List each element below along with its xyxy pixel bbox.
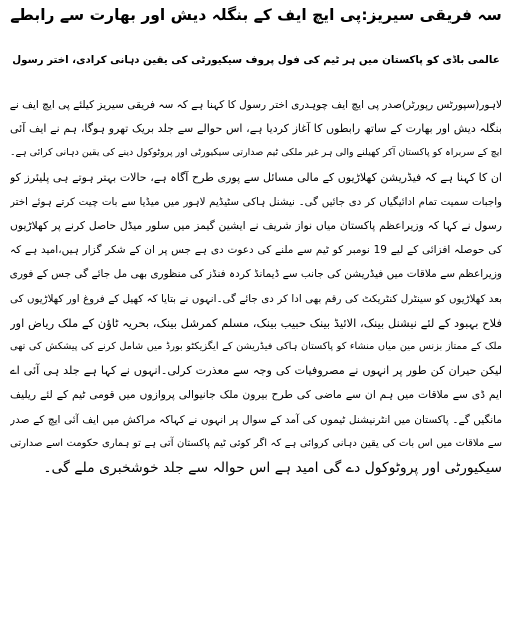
article-body-line: ملک کے ممتاز بزنس مین میاں منشاء کو پاکستان ہاکی فیڈریشن کے ایگزیکٹو بورڈ میں شامل کرنے کی پیشکش کی تھی	[10, 341, 502, 353]
article-body-line: واجبات سمیت تمام ادائیگیاں کر دی جائیں گی۔ نیشنل ہاکی سٹیڈیم لاہور میں میڈیا سے بات چیت کرتے ہوئے اختر	[10, 195, 502, 208]
article-body-line: سیکیورٹی اور پروٹوکول دے گی امید ہے اس حوالہ سے جلد خوشخبری ملے گی۔	[43, 460, 502, 477]
article-body-line: بعد کھلاڑیوں کو سینٹرل کنٹریکٹ کی رقم بھی ادا کر دی جائے گی۔انہوں نے بتایا کہ کھیل کے فروغ اور کھلاڑیوں کی	[10, 292, 502, 305]
article-body-line: مانگیں گے۔ پاکستان میں انٹرنیشنل ٹیموں کی آمد کے سوال پر انہوں نے کہاکہ مراکش میں ایف آئی ایچ کے صدر	[10, 413, 502, 426]
article-body-line: سے ملاقات میں اس بات کی یقین دہانی کروائی ہے کہ اگر کوئی ٹیم پاکستان آتی ہے تو ہماری حکومت اسے صدارتی	[10, 437, 502, 449]
article-body-line: ایچ کے سربراہ کو پاکستان آکر کھیلنے والی ہر غیر ملکی ٹیم صدارتی سیکیورٹی اور پروٹوکول دینے کی یقین دہانی کرائی ہے۔	[10, 147, 502, 159]
article-body	[10, 93, 502, 480]
article-body-line: ایم ڈی سے ملاقات میں ہم ان سے ماضی کی طرح بیرون ملک جانیوالی پروازوں میں قومی ٹیم کے لئے ریلیف	[10, 388, 502, 402]
article-body-line: لاہور(سپورٹس رپورٹر)صدر پی ایچ ایف چوہدری اختر رسول کا کہنا ہے کہ سہ فریقی سیریز کیلئے پی ایچ ایف نے	[10, 99, 502, 111]
article-body-line: ان کا کہنا ہے کہ فیڈریشن کھلاڑیوں کے مالی مسائل سے پوری طرح آگاہ ہے، حالات بہتر ہوتے ہی پلیئرز کو	[10, 170, 502, 184]
article-body-line: وزیراعظم سے ملاقات میں فیڈریشن کی جانب سے ڈیمانڈ کردہ فنڈز کی منظوری بھی مل جائے گی جس کے فوری	[10, 268, 502, 281]
article-subheadline: عالمی باڈی کو پاکستان میں ہر ٹیم کی فول پروف سیکیورٹی کی یقین دہانی کرادی، اختر رسول	[12, 54, 500, 66]
article-body-line: کی حوصلہ افزائی کے لیے 19 نومبر کو ٹیم سے ملنے کی دعوت دی ہے جس پر ان کے شکر گزار ہیں،امید ہے کہ	[10, 244, 502, 257]
article-body-line: فلاح بہبود کے لئے نیشنل بینک، الائیڈ بینک حبیب بینک، مسلم کمرشل بینک، بحریہ ٹاؤن کے ملک ریاض اور	[10, 315, 502, 330]
article-body-line: رسول نے کہا کہ وزیراعظم پاکستان میاں نواز شریف نے ایشین گیمز میں سلور میڈل حاصل کرنے پر کھلاڑیوں	[10, 219, 502, 233]
article-body-line: لیکن حیران کن طور پر انہوں نے مصروفیات کی وجہ سے معذرت کرلی۔انہوں نے کہا ہے جلد ہی آئی اے	[10, 364, 502, 378]
article-headline: سہ فریقی سیریز:پی ایچ ایف کے بنگلہ دیش اور بھارت سے رابطے	[10, 6, 502, 24]
article-body-line: بنگلہ دیش اور بھارت کے ساتھ رابطوں کا آغاز کردیا ہے، اس حوالے سے جلد بریک تھرو ہوگا، ہم نے ایف آئی	[10, 122, 502, 136]
